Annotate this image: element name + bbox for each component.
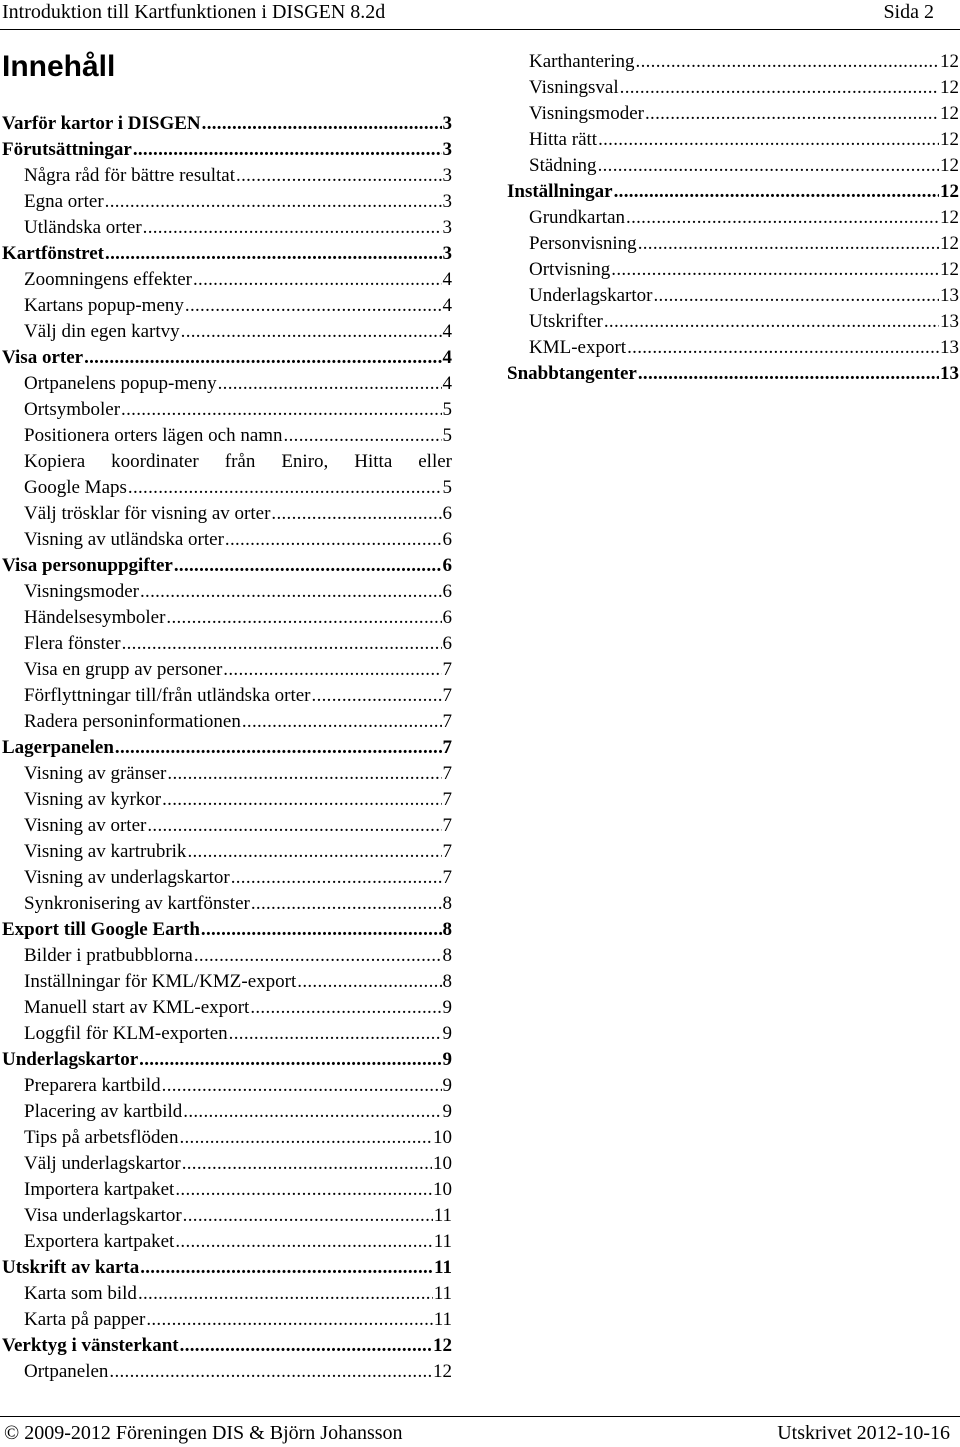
toc-entry-title: Ortpanelens popup-meny <box>24 373 217 394</box>
toc-section-entry[interactable] <box>2 137 452 163</box>
toc-entry-title: Välj din egen kartvy <box>24 321 180 342</box>
toc-subsection-entry[interactable] <box>2 423 452 449</box>
toc-subsection-entry[interactable] <box>2 865 452 891</box>
toc-subsection-entry[interactable] <box>2 1203 452 1229</box>
header-divider <box>0 29 960 30</box>
toc-entry-page: 12 <box>940 51 959 72</box>
toc-leader-dots <box>218 371 442 397</box>
toc-entry-title: Visa personuppgifter <box>2 555 173 576</box>
toc-entry-title: Ortsymboler <box>24 399 121 420</box>
toc-subsection-entry[interactable] <box>2 1281 452 1307</box>
footer-divider <box>0 1416 960 1417</box>
toc-subsection-entry[interactable] <box>2 267 452 293</box>
toc-entry-page: 9 <box>442 1023 452 1044</box>
toc-entry-page: 12 <box>940 259 959 280</box>
toc-entry-page: 3 <box>442 165 452 186</box>
toc-leader-dots <box>225 527 442 553</box>
toc-leader-dots <box>162 1073 442 1099</box>
toc-leader-dots <box>146 1307 432 1333</box>
toc-subsection-entry[interactable] <box>2 709 452 735</box>
toc-leader-dots <box>175 1229 432 1255</box>
toc-leader-dots <box>167 761 441 787</box>
toc-entry-title: Flera fönster <box>24 633 121 654</box>
toc-leader-dots <box>179 1125 432 1151</box>
toc-entry-title: Lagerpanelen <box>2 737 114 758</box>
toc-entry-title: Utskrift av karta <box>2 1257 140 1278</box>
toc-entry-title: Zoomningens effekter <box>24 269 192 290</box>
toc-entry-page: 3 <box>442 113 452 134</box>
toc-entry-title: Karta som bild <box>24 1283 137 1304</box>
toc-entry-title: Manuell start av KML-export <box>24 997 250 1018</box>
toc-section-entry[interactable] <box>2 111 452 137</box>
toc-leader-dots <box>183 1099 441 1125</box>
toc-leader-dots <box>180 1333 432 1359</box>
toc-leader-dots <box>121 397 441 423</box>
toc-entry-title: Visning av gränser <box>24 763 167 784</box>
toc-subsection-entry[interactable] <box>507 335 959 361</box>
toc-entry-title: Visa orter <box>2 347 84 368</box>
toc-leader-dots <box>128 475 442 501</box>
toc-entry-page: 7 <box>442 685 452 706</box>
toc-section-entry[interactable] <box>507 361 959 387</box>
toc-subsection-entry[interactable] <box>507 75 959 101</box>
toc-leader-dots <box>653 283 939 309</box>
toc-leader-dots <box>183 1203 433 1229</box>
toc-entry-title: Radera personinformationen <box>24 711 241 732</box>
toc-subsection-entry[interactable] <box>2 943 452 969</box>
toc-entry-page: 12 <box>940 77 959 98</box>
toc-subsection-entry[interactable] <box>2 761 452 787</box>
toc-leader-dots <box>140 1255 433 1281</box>
toc-entry-title: Snabbtangenter <box>507 363 637 384</box>
toc-leader-dots <box>166 605 441 631</box>
toc-entry-page: 7 <box>442 867 452 888</box>
toc-leader-dots <box>638 361 939 387</box>
toc-entry-page: 10 <box>433 1179 452 1200</box>
toc-leader-dots <box>84 345 441 371</box>
toc-entry-title: Varför kartor i DISGEN <box>2 113 201 134</box>
toc-entry-page: 4 <box>442 347 452 368</box>
toc-leader-dots <box>626 205 939 231</box>
page-header <box>0 0 960 28</box>
toc-subsection-entry[interactable] <box>2 1307 452 1333</box>
toc-subsection-entry[interactable] <box>507 49 959 75</box>
toc-subsection-entry[interactable] <box>507 101 959 127</box>
toc-subsection-entry[interactable] <box>2 293 452 319</box>
toc-entry-title: Karthantering <box>529 51 635 72</box>
toc-subsection-entry[interactable] <box>2 605 452 631</box>
toc-entry-page: 5 <box>442 425 452 446</box>
toc-entry-page: 8 <box>442 945 452 966</box>
toc-entry-page: 6 <box>442 503 452 524</box>
toc-leader-dots <box>147 813 441 839</box>
toc-leader-dots <box>604 309 939 335</box>
toc-leader-dots <box>598 153 939 179</box>
print-date: Utskrivet 2012-10-16 <box>777 1422 950 1444</box>
toc-entry-page: 4 <box>442 321 452 342</box>
copyright-text: © 2009-2012 Föreningen DIS & Björn Johansson <box>4 1422 403 1444</box>
toc-entry-title: Inställningar <box>507 181 613 202</box>
toc-entry-page: 7 <box>442 711 452 732</box>
toc-entry-title: Visningsval <box>529 77 619 98</box>
toc-leader-dots <box>187 839 441 865</box>
toc-leader-dots <box>143 215 442 241</box>
toc-entry-title: Ortpanelen <box>24 1361 109 1382</box>
toc-entry-page: 11 <box>433 1283 452 1304</box>
toc-entry-page: 6 <box>442 607 452 628</box>
toc-entry-title: Visning av utländska orter <box>24 529 224 550</box>
toc-leader-dots <box>638 231 939 257</box>
toc-entry-page: 12 <box>940 181 959 202</box>
toc-entry-page: 11 <box>433 1231 452 1252</box>
toc-subsection-entry[interactable] <box>507 309 959 335</box>
toc-entry-page: 3 <box>442 217 452 238</box>
toc-leader-dots <box>175 1177 432 1203</box>
toc-leader-dots <box>251 891 442 917</box>
toc-section-entry[interactable] <box>2 735 452 761</box>
toc-entry-page: 7 <box>442 841 452 862</box>
toc-entry-title: Grundkartan <box>529 207 626 228</box>
toc-leader-dots <box>236 163 441 189</box>
toc-section-entry[interactable] <box>2 1255 452 1281</box>
toc-entry-page: 10 <box>433 1127 452 1148</box>
toc-entry-title: Loggfil för KLM-exporten <box>24 1023 228 1044</box>
toc-entry-page: 8 <box>442 919 452 940</box>
toc-leader-dots <box>614 179 939 205</box>
toc-entry-page: 13 <box>940 337 959 358</box>
toc-entry-page: 9 <box>442 1049 452 1070</box>
toc-leader-dots <box>627 335 939 361</box>
toc-leader-dots <box>271 501 441 527</box>
toc-entry-title: Inställningar för KML/KMZ-export <box>24 971 297 992</box>
toc-entry-title: Export till Google Earth <box>2 919 200 940</box>
toc-section-entry[interactable] <box>2 1333 452 1359</box>
page-footer <box>0 1421 960 1447</box>
toc-subsection-entry[interactable] <box>2 1229 452 1255</box>
toc-entry-page: 12 <box>940 233 959 254</box>
toc-leader-dots <box>115 735 442 761</box>
toc-subsection-entry[interactable] <box>507 231 959 257</box>
toc-entry-title: Utländska orter <box>24 217 142 238</box>
toc-leader-dots <box>202 111 442 137</box>
toc-entry-page: 11 <box>433 1309 452 1330</box>
toc-subsection-entry[interactable] <box>507 205 959 231</box>
toc-entry-page: 6 <box>442 529 452 550</box>
toc-entry-page: 6 <box>442 633 452 654</box>
toc-subsection-entry[interactable] <box>2 215 452 241</box>
toc-entry-title: Placering av kartbild <box>24 1101 183 1122</box>
toc-entry-title: Importera kartpaket <box>24 1179 175 1200</box>
toc-entry-page: 12 <box>433 1361 452 1382</box>
toc-entry-title: Visa underlagskartor <box>24 1205 182 1226</box>
toc-entry-page: 5 <box>442 477 452 498</box>
toc-subsection-entry[interactable] <box>2 397 452 423</box>
toc-subsection-entry[interactable] <box>2 631 452 657</box>
toc-entry-title: Händelsesymboler <box>24 607 166 628</box>
toc-leader-dots <box>109 1359 432 1385</box>
toc-entry-title: KML-export <box>529 337 627 358</box>
toc-subsection-entry[interactable] <box>2 683 452 709</box>
toc-entry-page: 7 <box>442 789 452 810</box>
toc-section-entry[interactable] <box>2 345 452 371</box>
toc-subsection-entry[interactable] <box>2 449 452 501</box>
toc-subsection-entry[interactable] <box>507 257 959 283</box>
toc-leader-dots <box>162 787 441 813</box>
toc-entry-page: 9 <box>442 1075 452 1096</box>
toc-entry-title: Några råd för bättre resultat <box>24 165 236 186</box>
toc-subsection-entry[interactable] <box>507 127 959 153</box>
toc-entry-page: 5 <box>442 399 452 420</box>
toc-entry-title: Förutsättningar <box>2 139 132 160</box>
toc-entry-page: 4 <box>442 295 452 316</box>
toc-subsection-entry[interactable] <box>2 501 452 527</box>
toc-entry-title: Hitta rätt <box>529 129 598 150</box>
toc-entry-title: Egna orter <box>24 191 104 212</box>
toc-entry-title: Personvisning <box>529 233 637 254</box>
toc-subsection-entry[interactable] <box>2 1073 452 1099</box>
toc-entry-title: Underlagskartor <box>2 1049 139 1070</box>
toc-entry-title: Kopiera koordinater från Eniro, Hitta eller <box>24 451 452 472</box>
toc-entry-title: Visning av kyrkor <box>24 789 162 810</box>
toc-entry-page: 10 <box>433 1153 452 1174</box>
toc-entry-page: 12 <box>940 103 959 124</box>
toc-subsection-entry[interactable] <box>2 371 452 397</box>
toc-leader-dots <box>174 553 442 579</box>
toc-entry-title: Visningsmoder <box>529 103 644 124</box>
toc-entry-title: Välj trösklar för visning av orter <box>24 503 271 524</box>
toc-entry-title: Visning av underlagskartor <box>24 867 230 888</box>
toc-subsection-entry[interactable] <box>2 891 452 917</box>
toc-entry-page: 7 <box>442 815 452 836</box>
toc-entry-title: Exportera kartpaket <box>24 1231 175 1252</box>
toc-entry-title: Välj underlagskartor <box>24 1153 181 1174</box>
toc-entry-title: Kartans popup-meny <box>24 295 184 316</box>
toc-leader-dots <box>620 75 939 101</box>
toc-subsection-entry[interactable] <box>2 787 452 813</box>
toc-leader-dots <box>185 293 442 319</box>
toc-subsection-entry[interactable] <box>2 813 452 839</box>
toc-entry-title: Bilder i pratbubblorna <box>24 945 193 966</box>
toc-section-entry[interactable] <box>2 917 452 943</box>
toc-leader-dots <box>284 423 442 449</box>
toc-leader-dots <box>133 137 442 163</box>
toc-entry-title: Verktyg i vänsterkant <box>2 1335 179 1356</box>
toc-subsection-entry[interactable] <box>2 1125 452 1151</box>
toc-entry-title: Underlagskartor <box>529 285 653 306</box>
toc-entry-page: 7 <box>442 763 452 784</box>
toc-leader-dots <box>105 189 442 215</box>
toc-leader-dots <box>122 631 442 657</box>
toc-subsection-entry[interactable] <box>2 839 452 865</box>
toc-entry-title: Ortvisning <box>529 259 611 280</box>
toc-leader-dots <box>645 101 939 127</box>
toc-subsection-entry[interactable] <box>2 995 452 1021</box>
toc-entry-page: 12 <box>433 1335 452 1356</box>
toc-entry-title: Positionera orters lägen och namn <box>24 425 283 446</box>
toc-entry-title: Förflyttningar till/från utländska orter <box>24 685 311 706</box>
toc-entry-title: Visning av kartrubrik <box>24 841 187 862</box>
toc-entry-page: 3 <box>442 139 452 160</box>
toc-entry-page: 3 <box>442 191 452 212</box>
toc-entry-title: Visningsmoder <box>24 581 139 602</box>
toc-leader-dots <box>194 943 442 969</box>
toc-leader-dots <box>598 127 939 153</box>
toc-section-entry[interactable] <box>2 1047 452 1073</box>
toc-leader-dots <box>138 1281 433 1307</box>
toc-subsection-entry[interactable] <box>2 319 452 345</box>
toc-entry-page: 13 <box>940 363 959 384</box>
toc-entry-title: Visa en grupp av personer <box>24 659 223 680</box>
toc-entry-page: 9 <box>442 1101 452 1122</box>
toc-leader-dots <box>223 657 441 683</box>
toc-subsection-entry[interactable] <box>2 579 452 605</box>
toc-subsection-entry[interactable] <box>2 189 452 215</box>
toc-subsection-entry[interactable] <box>2 1177 452 1203</box>
toc-entry-page: 12 <box>940 155 959 176</box>
toc-leader-dots <box>139 1047 441 1073</box>
toc-subsection-entry[interactable] <box>2 657 452 683</box>
toc-leader-dots <box>201 917 442 943</box>
toc-section-entry[interactable] <box>2 241 452 267</box>
toc-leader-dots <box>140 579 442 605</box>
toc-leader-dots <box>242 709 442 735</box>
toc-entry-page: 7 <box>442 659 452 680</box>
toc-column-right <box>507 49 959 387</box>
toc-leader-dots <box>182 1151 432 1177</box>
toc-leader-dots <box>105 241 441 267</box>
toc-leader-dots <box>229 1021 442 1047</box>
toc-entry-page: 8 <box>442 893 452 914</box>
toc-subsection-entry[interactable] <box>2 1021 452 1047</box>
toc-leader-dots <box>250 995 441 1021</box>
toc-entry-page: 7 <box>442 737 452 758</box>
toc-column-left <box>2 111 452 1385</box>
toc-subsection-entry[interactable] <box>2 969 452 995</box>
toc-entry-page: 6 <box>442 581 452 602</box>
toc-entry-title: Karta på papper <box>24 1309 146 1330</box>
toc-section-entry[interactable] <box>507 179 959 205</box>
toc-entry-page: 12 <box>940 129 959 150</box>
toc-leader-dots <box>312 683 442 709</box>
toc-leader-dots <box>636 49 939 75</box>
toc-subsection-entry[interactable] <box>2 527 452 553</box>
toc-entry-page: 13 <box>940 285 959 306</box>
toc-leader-dots <box>193 267 442 293</box>
toc-section-entry[interactable] <box>2 553 452 579</box>
document-title: Introduktion till Kartfunktionen i DISGEN 8.2d <box>2 1 386 23</box>
toc-entry-title: Utskrifter <box>529 311 603 332</box>
toc-entry-title: Visning av orter <box>24 815 147 836</box>
toc-subsection-entry[interactable] <box>2 1151 452 1177</box>
toc-entry-page: 8 <box>442 971 452 992</box>
toc-leader-dots <box>181 319 442 345</box>
toc-entry-page: 13 <box>940 311 959 332</box>
toc-entry-page: 11 <box>434 1257 452 1278</box>
toc-leader-dots <box>611 257 939 283</box>
toc-subsection-entry[interactable] <box>507 283 959 309</box>
toc-subsection-entry[interactable] <box>2 1359 452 1385</box>
toc-entry-page: 4 <box>442 269 452 290</box>
toc-subsection-entry[interactable] <box>507 153 959 179</box>
toc-entry-title: Preparera kartbild <box>24 1075 161 1096</box>
toc-entry-title-continued: Google Maps <box>24 477 127 498</box>
toc-entry-page: 3 <box>442 243 452 264</box>
toc-entry-title: Kartfönstret <box>2 243 105 264</box>
toc-subsection-entry[interactable] <box>2 1099 452 1125</box>
toc-subsection-entry[interactable] <box>2 163 452 189</box>
toc-entry-title: Tips på arbetsflöden <box>24 1127 179 1148</box>
toc-entry-page: 4 <box>442 373 452 394</box>
toc-entry-page: 6 <box>442 555 452 576</box>
toc-entry-page: 12 <box>940 207 959 228</box>
toc-entry-title: Städning <box>529 155 597 176</box>
toc-entry-page: 9 <box>442 997 452 1018</box>
toc-heading: Innehåll <box>2 50 116 83</box>
toc-entry-page: 11 <box>433 1205 452 1226</box>
toc-entry-title: Synkronisering av kartfönster <box>24 893 250 914</box>
toc-leader-dots <box>231 865 442 891</box>
toc-leader-dots <box>297 969 441 995</box>
page-number: Sida 2 <box>883 1 934 23</box>
